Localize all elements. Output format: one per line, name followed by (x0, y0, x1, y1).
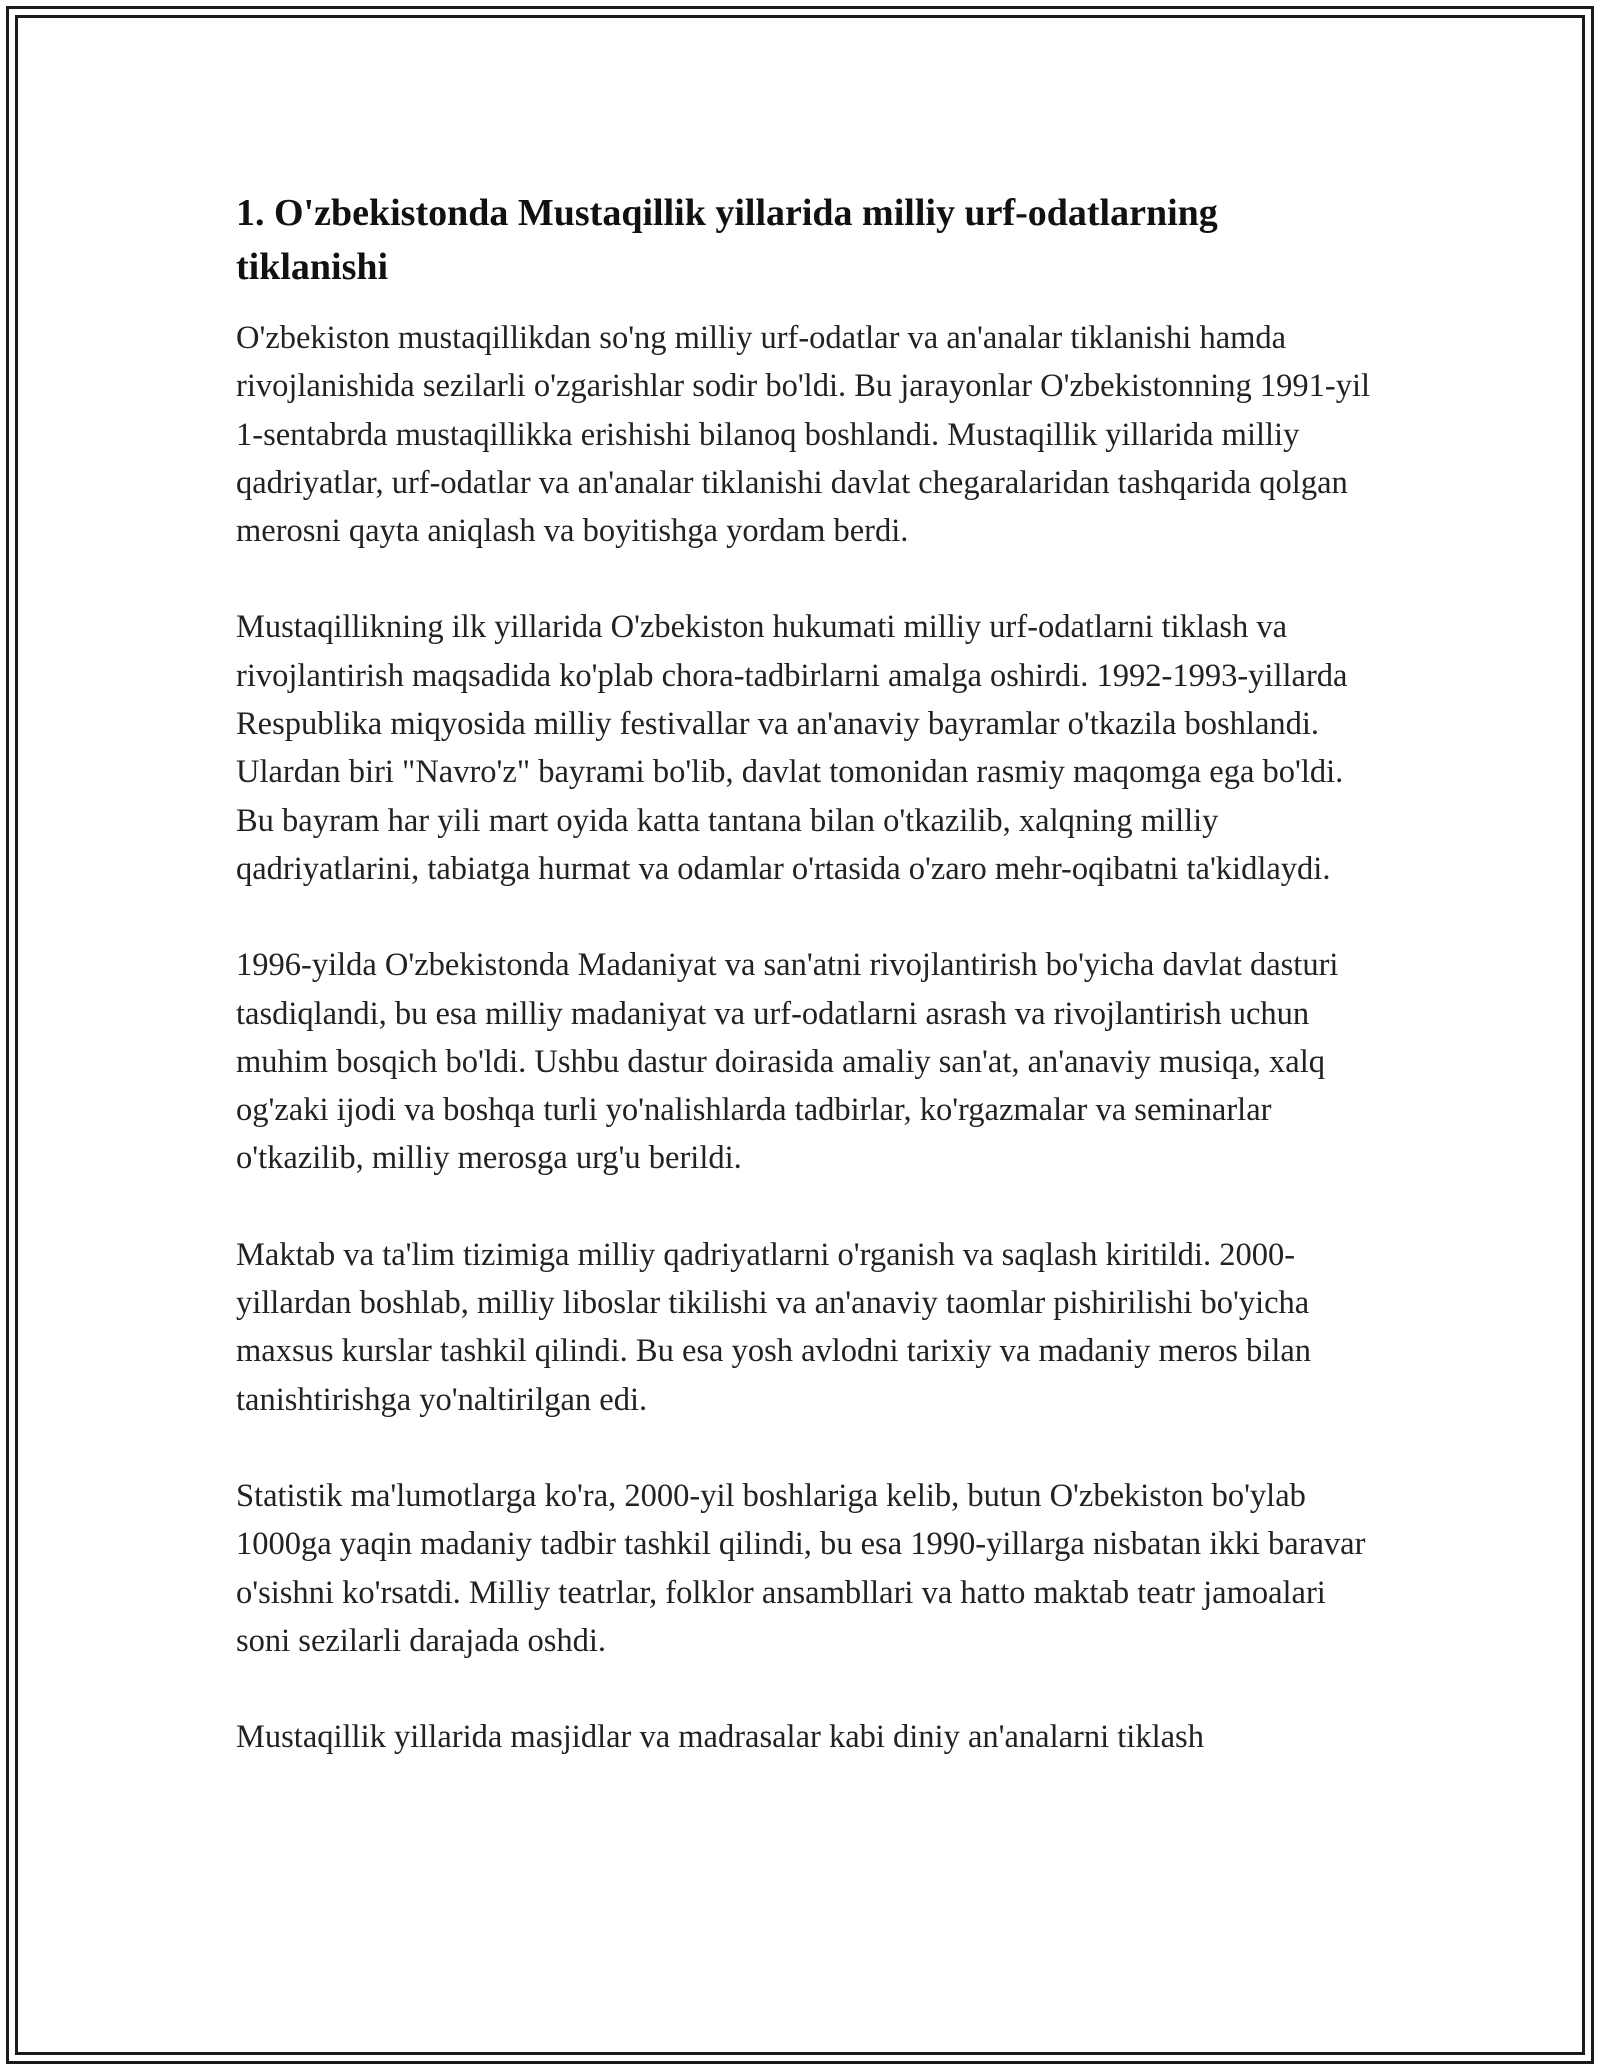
paragraph-1: O'zbekiston mustaqillikdan so'ng milliy urf-odatlar va an'analar tiklanishi hamda rivojlanishida sezilarli o'zgarishlar sodir bo'ldi. Bu jarayonlar O'zbekistonning 1991-yil 1-sentabrda mustaqillikka erishishi bilanoq boshlandi. Mustaqillik yillarida milliy qadriyatlar, urf-odatlar va an'analar tiklanishi davlat chegaralaridan tashqarida qolgan merosni qayta aniqlash va boyitishga yordam berdi. (236, 320, 1371, 550)
paragraph-6: Mustaqillik yillarida masjidlar va madrasalar kabi diniy an'analarni tiklash (236, 1719, 1204, 1756)
paragraph-4: Maktab va ta'lim tizimiga milliy qadriyatlarni o'rganish va saqlash kiritildi. 2000-yillardan boshlab, milliy liboslar tikilishi va an'anaviy taomlar pishirilishi bo'yicha maxsus kurslar tashkil qilindi. Bu esa yosh avlodni tarixiy va madaniy meros bilan tanishtirishga yo'naltirilgan edi. (236, 1236, 1312, 1418)
paragraph-2: Mustaqillikning ilk yillarida O'zbekiston hukumati milliy urf-odatlarni tiklash va rivojlantirish maqsadida ko'plab chora-tadbirlarni amalga oshirdi. 1992-1993-yillarda Respublika miqyosida milliy festivallar va an'anaviy bayramlar o'tkazila boshlandi. Ulardan biri "Navro'z" bayrami bo'lib, davlat tomonidan rasmiy maqomga ega bo'ldi. Bu bayram har yili mart oyida katta tantana bilan o'tkazilib, xalqning milliy qadriyatlarini, tabiatga hurmat va odamlar o'rtasida o'zaro mehr-oqibatni ta'kidlaydi. (236, 609, 1348, 887)
paragraph-3: 1996-yilda O'zbekistonda Madaniyat va san'atni rivojlantirish bo'yicha davlat dasturi tasdiqlandi, bu esa milliy madaniyat va urf-odatlarni asrash va rivojlantirish uchun muhim bosqich bo'ldi. Ushbu dastur doirasida amaliy san'at, an'anaviy musiqa, xalq og'zaki ijodi va boshqa turli yo'nalishlarda tadbirlar, ko'rgazmalar va seminarlar o'tkazilib, milliy merosga urg'u berildi. (236, 947, 1339, 1177)
section-heading: 1. O'zbekistonda Mustaqillik yillarida milliy urf-odatlarning tiklanishi (236, 192, 1218, 288)
paragraph-5: Statistik ma'lumotlarga ko'ra, 2000-yil boshlariga kelib, butun O'zbekiston bo'ylab 1000ga yaqin madaniy tadbir tashkil qilindi, bu esa 1990-yillarga nisbatan ikki baravar o'sishni ko'rsatdi. Milliy teatrlar, folklor ansambllari va hatto maktab teatr jamoalari soni sezilarli darajada oshdi. (236, 1477, 1366, 1659)
document-body (236, 186, 1376, 1809)
